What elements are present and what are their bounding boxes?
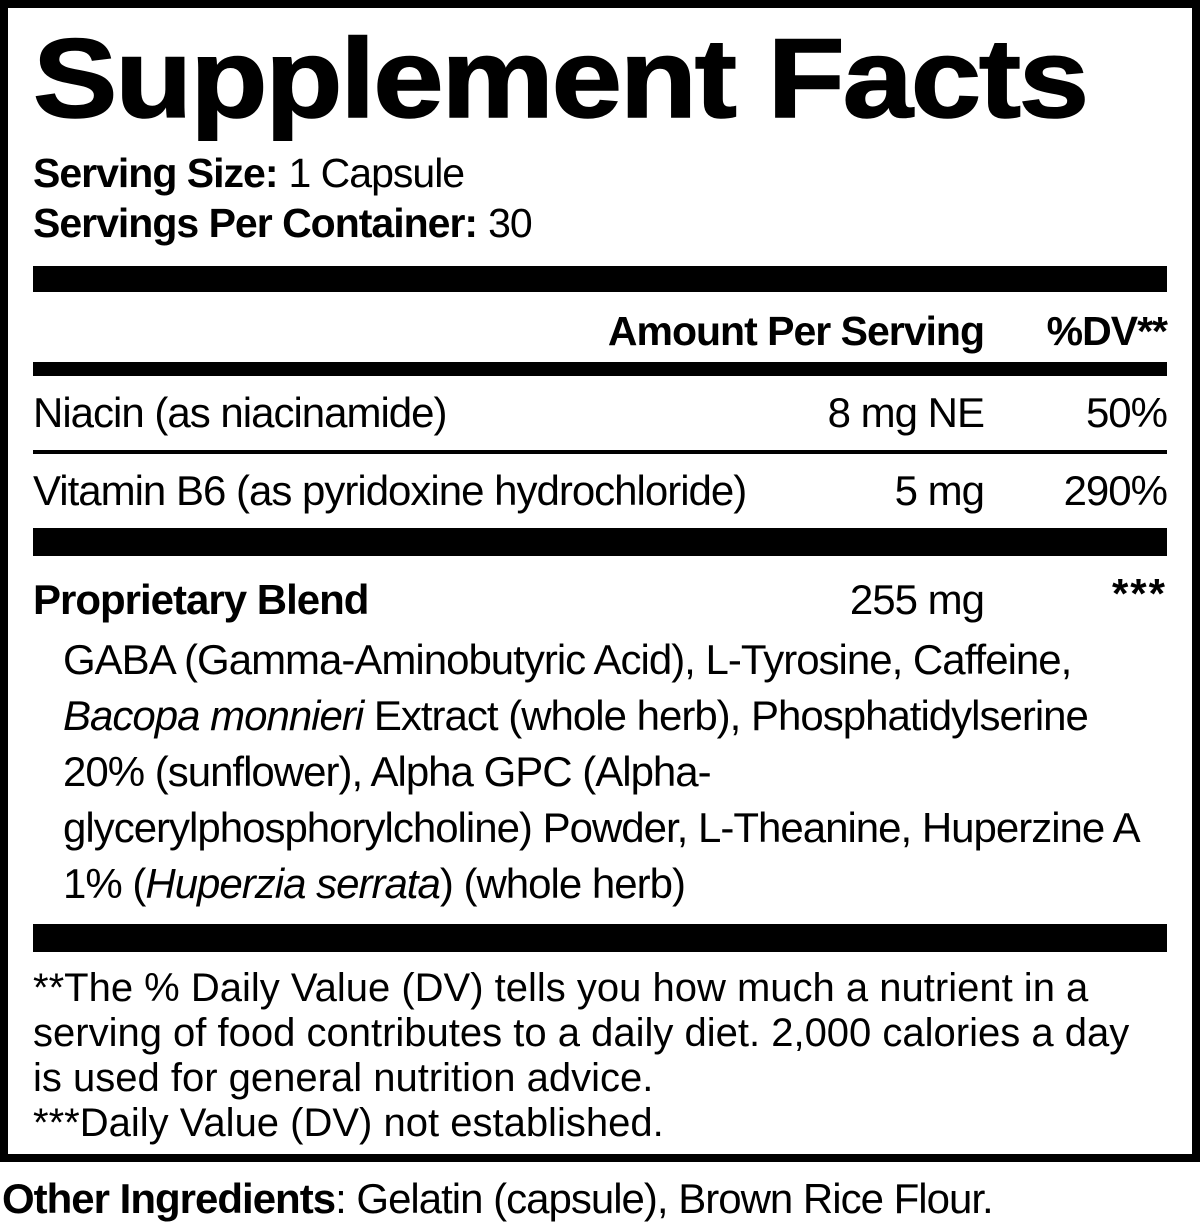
table-row (33, 376, 1167, 450)
divider-bar-under-header (33, 362, 1167, 376)
daily-value-footnote: **The % Daily Value (DV) tells you how much a nutrient in a serving of food contributes to a daily diet. 2,000 calories a day is used for general nutrition advice. (33, 966, 1130, 1100)
divider-bar-above-footnotes (33, 924, 1167, 952)
blend-ingredients (63, 632, 1167, 924)
other-ingredients-label: Other Ingredients (2, 1175, 336, 1222)
blend-ingredient-botanical: Bacopa monnieri (63, 692, 364, 739)
blend-ingredient-text: ) (whole herb) (439, 860, 685, 907)
proprietary-blend-section (33, 556, 1167, 924)
servings-per-container-line (33, 198, 1167, 248)
nutrient-amount: 8 mg NE (827, 389, 984, 436)
column-header-dv: %DV** (1046, 308, 1167, 354)
column-header-amount: Amount Per Serving (607, 308, 984, 354)
blend-row (33, 570, 1167, 624)
nutrient-name: Niacin (as niacinamide) (33, 389, 447, 436)
blend-ingredient-text: GABA (Gamma-Aminobutyric Acid), L-Tyrosine, Caffeine, (63, 636, 1072, 683)
serving-info (33, 148, 1167, 248)
divider-bar-above-blend (33, 528, 1167, 556)
blend-name: Proprietary Blend (33, 576, 369, 623)
nutrient-name: Vitamin B6 (as pyridoxine hydrochloride) (33, 467, 747, 514)
other-ingredients-line (2, 1175, 1200, 1223)
nutrient-dv: 50% (1085, 389, 1167, 436)
nutrient-dv: 290% (1063, 467, 1167, 514)
blend-dv-asterisks: *** (1111, 570, 1167, 617)
blend-amount: 255 mg (849, 576, 984, 623)
dv-not-established-footnote: ***Daily Value (DV) not established. (33, 1101, 664, 1145)
servings-per-container-label: Servings Per Container: (33, 200, 478, 246)
panel-title: Supplement Facts (33, 16, 1087, 141)
table-header-row (33, 292, 1167, 362)
serving-size-value: 1 Capsule (288, 150, 465, 196)
serving-size-label: Serving Size: (33, 150, 278, 196)
blend-ingredient-text: Extract (whole herb), Phosphatidylserine 20% (sunflower), Alpha GPC (Alpha-glycerylphosphorylcholine) Powder, L-Theanine, Huperzine A 1% ( (63, 692, 1138, 907)
table-row (33, 454, 1167, 528)
serving-size-line (33, 148, 1167, 198)
nutrient-amount: 5 mg (894, 467, 984, 514)
other-ingredients-value: : Gelatin (capsule), Brown Rice Flour. (335, 1175, 993, 1222)
servings-per-container-value: 30 (488, 200, 532, 246)
divider-bar-thick-top (33, 266, 1167, 292)
blend-ingredient-botanical: Huperzia serrata (145, 860, 440, 907)
footnotes (33, 952, 1167, 1154)
